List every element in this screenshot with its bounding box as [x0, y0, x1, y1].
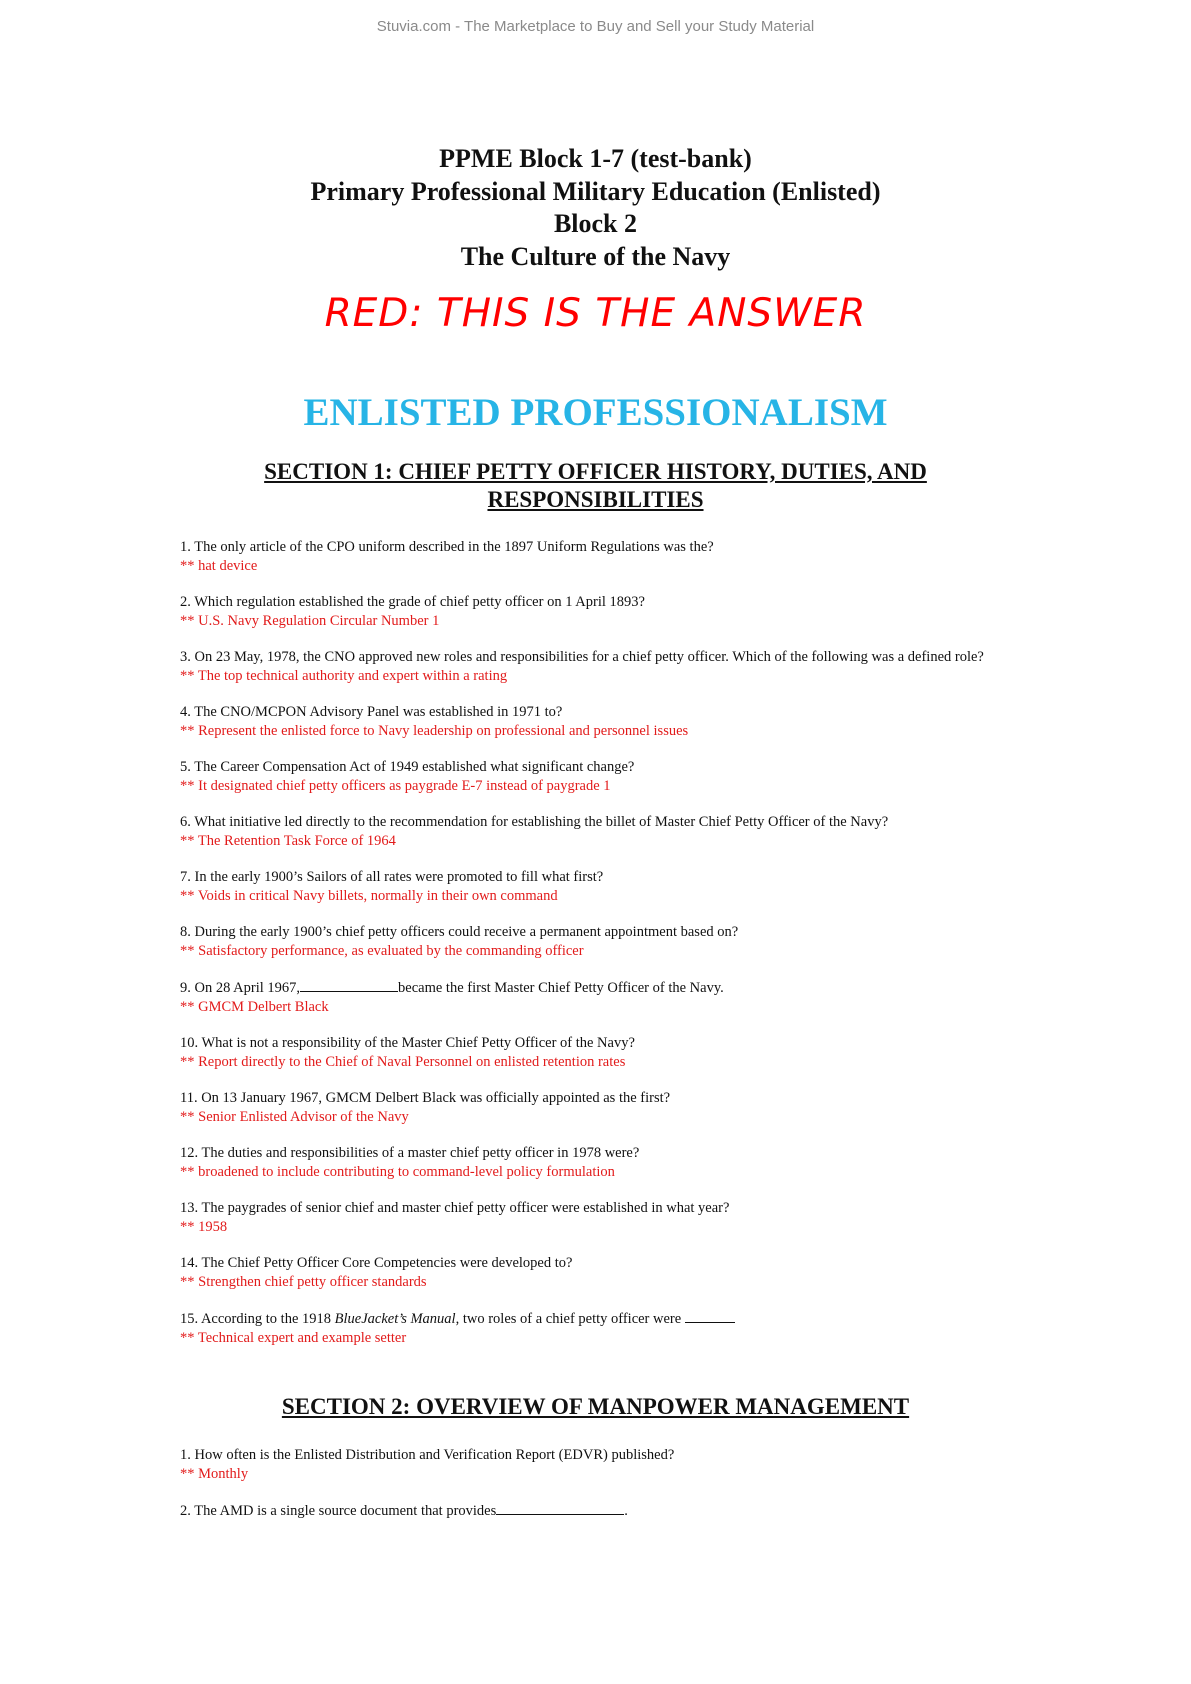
watermark: Stuvia.com - The Marketplace to Buy and Sell your Study Material — [376, 18, 815, 35]
question-item — [180, 1501, 1060, 1521]
question-item — [180, 1199, 1060, 1237]
question-text: 8. During the early 1900’s chief petty officers could receive a permanent appointment based on? — [180, 924, 739, 940]
answer-text: ** Senior Enlisted Advisor of the Navy — [180, 1109, 409, 1125]
question-item — [180, 758, 1060, 796]
question-item — [180, 1089, 1060, 1127]
question-text-start: 15. According to the 1918 — [180, 1311, 335, 1327]
question-text: 10. What is not a responsibility of the Master Chief Petty Officer of the Navy? — [180, 1035, 635, 1051]
main-heading: ENLISTED PROFESSIONALISM — [303, 391, 888, 434]
question-text: 12. The duties and responsibilities of a master chief petty officer in 1978 were? — [180, 1145, 640, 1161]
question-item — [180, 868, 1060, 906]
question-item — [180, 538, 1060, 576]
question-text-end: , two roles of a chief petty officer were — [455, 1311, 682, 1327]
question-text: 6. What initiative led directly to the recommendation for establishing the billet of Master Chief Petty Officer of the Navy? — [180, 814, 889, 830]
question-item — [180, 978, 1060, 1017]
fill-in-blank — [685, 1309, 735, 1323]
title-line-4: The Culture of the Navy — [460, 241, 731, 271]
question-text — [180, 1309, 1060, 1329]
answer-text: ** Technical expert and example setter — [180, 1330, 407, 1346]
question-item — [180, 1034, 1060, 1072]
answer-text: ** It designated chief petty officers as paygrade E-7 instead of paygrade 1 — [180, 778, 611, 794]
answer-text: ** 1958 — [180, 1219, 228, 1235]
answer-text: ** Monthly — [180, 1466, 249, 1482]
answer-text: ** U.S. Navy Regulation Circular Number 1 — [180, 613, 440, 629]
section-2-heading: SECTION 2: OVERVIEW OF MANPOWER MANAGEMENT — [281, 1394, 910, 1419]
question-text: 13. The paygrades of senior chief and master chief petty officer were established in what year? — [180, 1200, 730, 1216]
section-2-question-list — [180, 1446, 1060, 1538]
question-text — [180, 1501, 1060, 1521]
fill-in-blank — [496, 1501, 624, 1515]
answer-text: ** Strengthen chief petty officer standards — [180, 1274, 427, 1290]
question-text-start: 9. On 28 April 1967, — [180, 980, 301, 996]
answer-text: ** The top technical authority and expert within a rating — [180, 668, 508, 684]
question-text — [180, 978, 1060, 998]
question-item — [180, 703, 1060, 741]
question-text-start: 2. The AMD is a single source document that provides — [180, 1503, 497, 1519]
section-1-heading-line-2: RESPONSIBILITIES — [487, 487, 704, 512]
answer-text: ** Satisfactory performance, as evaluated by the commanding officer — [180, 943, 584, 959]
section-1-question-list — [180, 538, 1060, 1365]
question-text: 11. On 13 January 1967, GMCM Delbert Black was officially appointed as the first? — [180, 1090, 671, 1106]
question-text: 1. How often is the Enlisted Distribution and Verification Report (EDVR) published? — [180, 1447, 675, 1463]
answer-key-note: RED: THIS IS THE ANSWER — [324, 291, 867, 336]
answer-text: ** broadened to include contributing to command-level policy formulation — [180, 1164, 615, 1180]
section-1-heading-line-1: SECTION 1: CHIEF PETTY OFFICER HISTORY, DUTIES, AND — [264, 459, 927, 484]
question-item — [180, 923, 1060, 961]
question-item — [180, 1144, 1060, 1182]
question-text-end: . — [624, 1503, 628, 1519]
question-text: 4. The CNO/MCPON Advisory Panel was established in 1971 to? — [180, 704, 563, 720]
question-text: 7. In the early 1900’s Sailors of all rates were promoted to fill what first? — [180, 869, 604, 885]
question-item — [180, 1446, 1060, 1484]
question-text: 5. The Career Compensation Act of 1949 established what significant change? — [180, 759, 635, 775]
answer-text: ** hat device — [180, 558, 258, 574]
section-1-heading — [0, 458, 1191, 514]
question-item — [180, 1254, 1060, 1292]
fill-in-blank — [300, 978, 398, 992]
title-line-2: Primary Professional Military Education (Enlisted) — [310, 176, 881, 206]
question-item — [180, 593, 1060, 631]
manual-title: BlueJacket’s Manual — [334, 1311, 456, 1327]
question-item — [180, 1309, 1060, 1348]
question-text: 2. Which regulation established the grade of chief petty officer on 1 April 1893? — [180, 594, 645, 610]
question-text: 3. On 23 May, 1978, the CNO approved new roles and responsibilities for a chief petty officer. Which of the following was a defined role? — [180, 649, 984, 665]
question-text: 14. The Chief Petty Officer Core Competencies were developed to? — [180, 1255, 573, 1271]
question-item — [180, 648, 1060, 686]
question-text-end: became the first Master Chief Petty Officer of the Navy. — [398, 980, 724, 996]
question-item — [180, 813, 1060, 851]
title-line-1: PPME Block 1-7 (test-bank) — [439, 144, 752, 173]
title-line-3: Block 2 — [553, 209, 638, 238]
question-text: 1. The only article of the CPO uniform described in the 1897 Uniform Regulations was the? — [180, 539, 714, 555]
document-title — [0, 143, 1191, 273]
answer-text: ** The Retention Task Force of 1964 — [180, 833, 396, 849]
answer-text: ** Represent the enlisted force to Navy leadership on professional and personnel issues — [180, 723, 689, 739]
answer-text: ** Voids in critical Navy billets, normally in their own command — [180, 888, 558, 904]
answer-text: ** Report directly to the Chief of Naval Personnel on enlisted retention rates — [180, 1054, 626, 1070]
answer-text: ** GMCM Delbert Black — [180, 999, 329, 1015]
